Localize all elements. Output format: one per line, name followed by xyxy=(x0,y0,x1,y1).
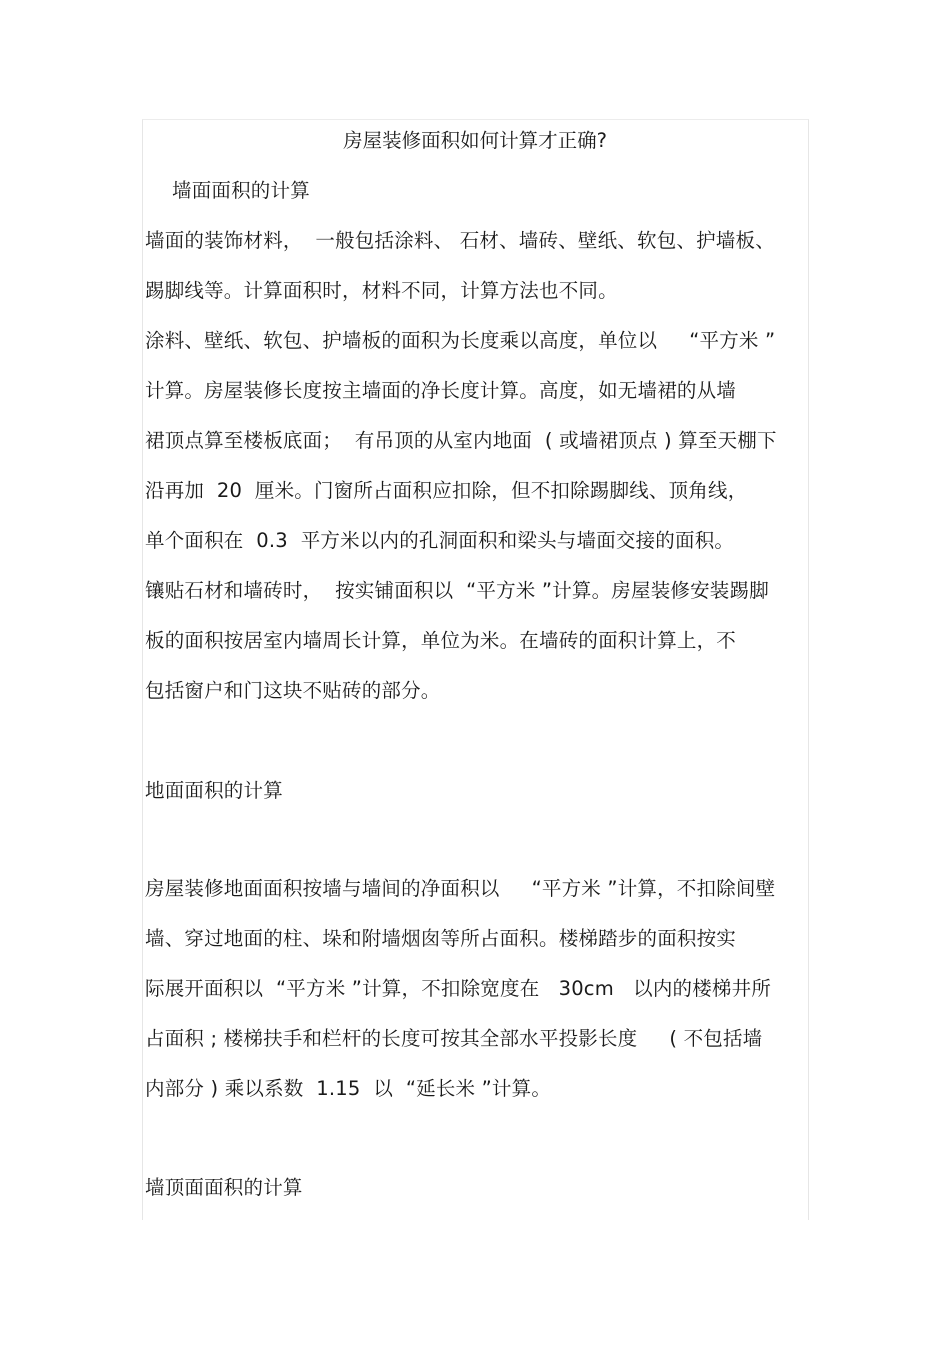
document-title: 房屋装修面积如何计算才正确? xyxy=(343,129,607,152)
paragraph-line: 板的面积按居室内墙周长计算，单位为米。在墙砖的面积计算上，不 xyxy=(145,629,737,652)
paragraph-line: 墙、穿过地面的柱、垛和附墙烟囱等所占面积。楼梯踏步的面积按实 xyxy=(145,927,737,950)
paragraph-line: 沿再加 20 厘米。门窗所占面积应扣除，但不扣除踢脚线、顶角线， xyxy=(145,479,748,502)
paragraph-line: 单个面积在 0.3 平方米以内的孔洞面积和梁头与墙面交接的面积。 xyxy=(145,529,735,552)
paragraph-line: 涂料、壁纸、软包、护墙板的面积为长度乘以高度，单位以 “平方米 ” xyxy=(145,329,776,352)
section-heading-floor: 地面面积的计算 xyxy=(145,779,283,802)
section-heading-wall: 墙面面积的计算 xyxy=(172,179,310,202)
paragraph-line: 占面积 ; 楼梯扶手和栏杆的长度可按其全部水平投影长度 ( 不包括墙 xyxy=(145,1027,763,1050)
section-heading-ceiling: 墙顶面面积的计算 xyxy=(145,1176,303,1199)
paragraph-line: 际展开面积以 “平方米 ”计算，不扣除宽度在 30cm 以内的楼梯井所 xyxy=(145,977,772,1000)
paragraph-line: 包括窗户和门这块不贴砖的部分。 xyxy=(145,679,441,702)
paragraph-line: 计算。房屋装修长度按主墙面的净长度计算。高度，如无墙裙的从墙 xyxy=(145,379,737,402)
paragraph-line: 裙顶点算至楼板底面； 有吊顶的从室内地面 ( 或墙裙顶点 ) 算至天棚下 xyxy=(145,429,777,452)
paragraph-line: 踢脚线等。计算面积时，材料不同，计算方法也不同。 xyxy=(145,279,618,302)
paragraph-line: 墙面的装饰材料， 一般包括涂料、 石材、墙砖、壁纸、软包、护墙板、 xyxy=(145,229,775,252)
paragraph-line: 镶贴石材和墙砖时， 按实铺面积以 “平方米 ”计算。房屋装修安装踢脚 xyxy=(145,579,769,602)
paragraph-line: 房屋装修地面面积按墙与墙间的净面积以 “平方米 ”计算，不扣除间壁 xyxy=(145,877,776,900)
paragraph-line: 内部分 ) 乘以系数 1.15 以 “延长米 ”计算。 xyxy=(145,1077,552,1100)
